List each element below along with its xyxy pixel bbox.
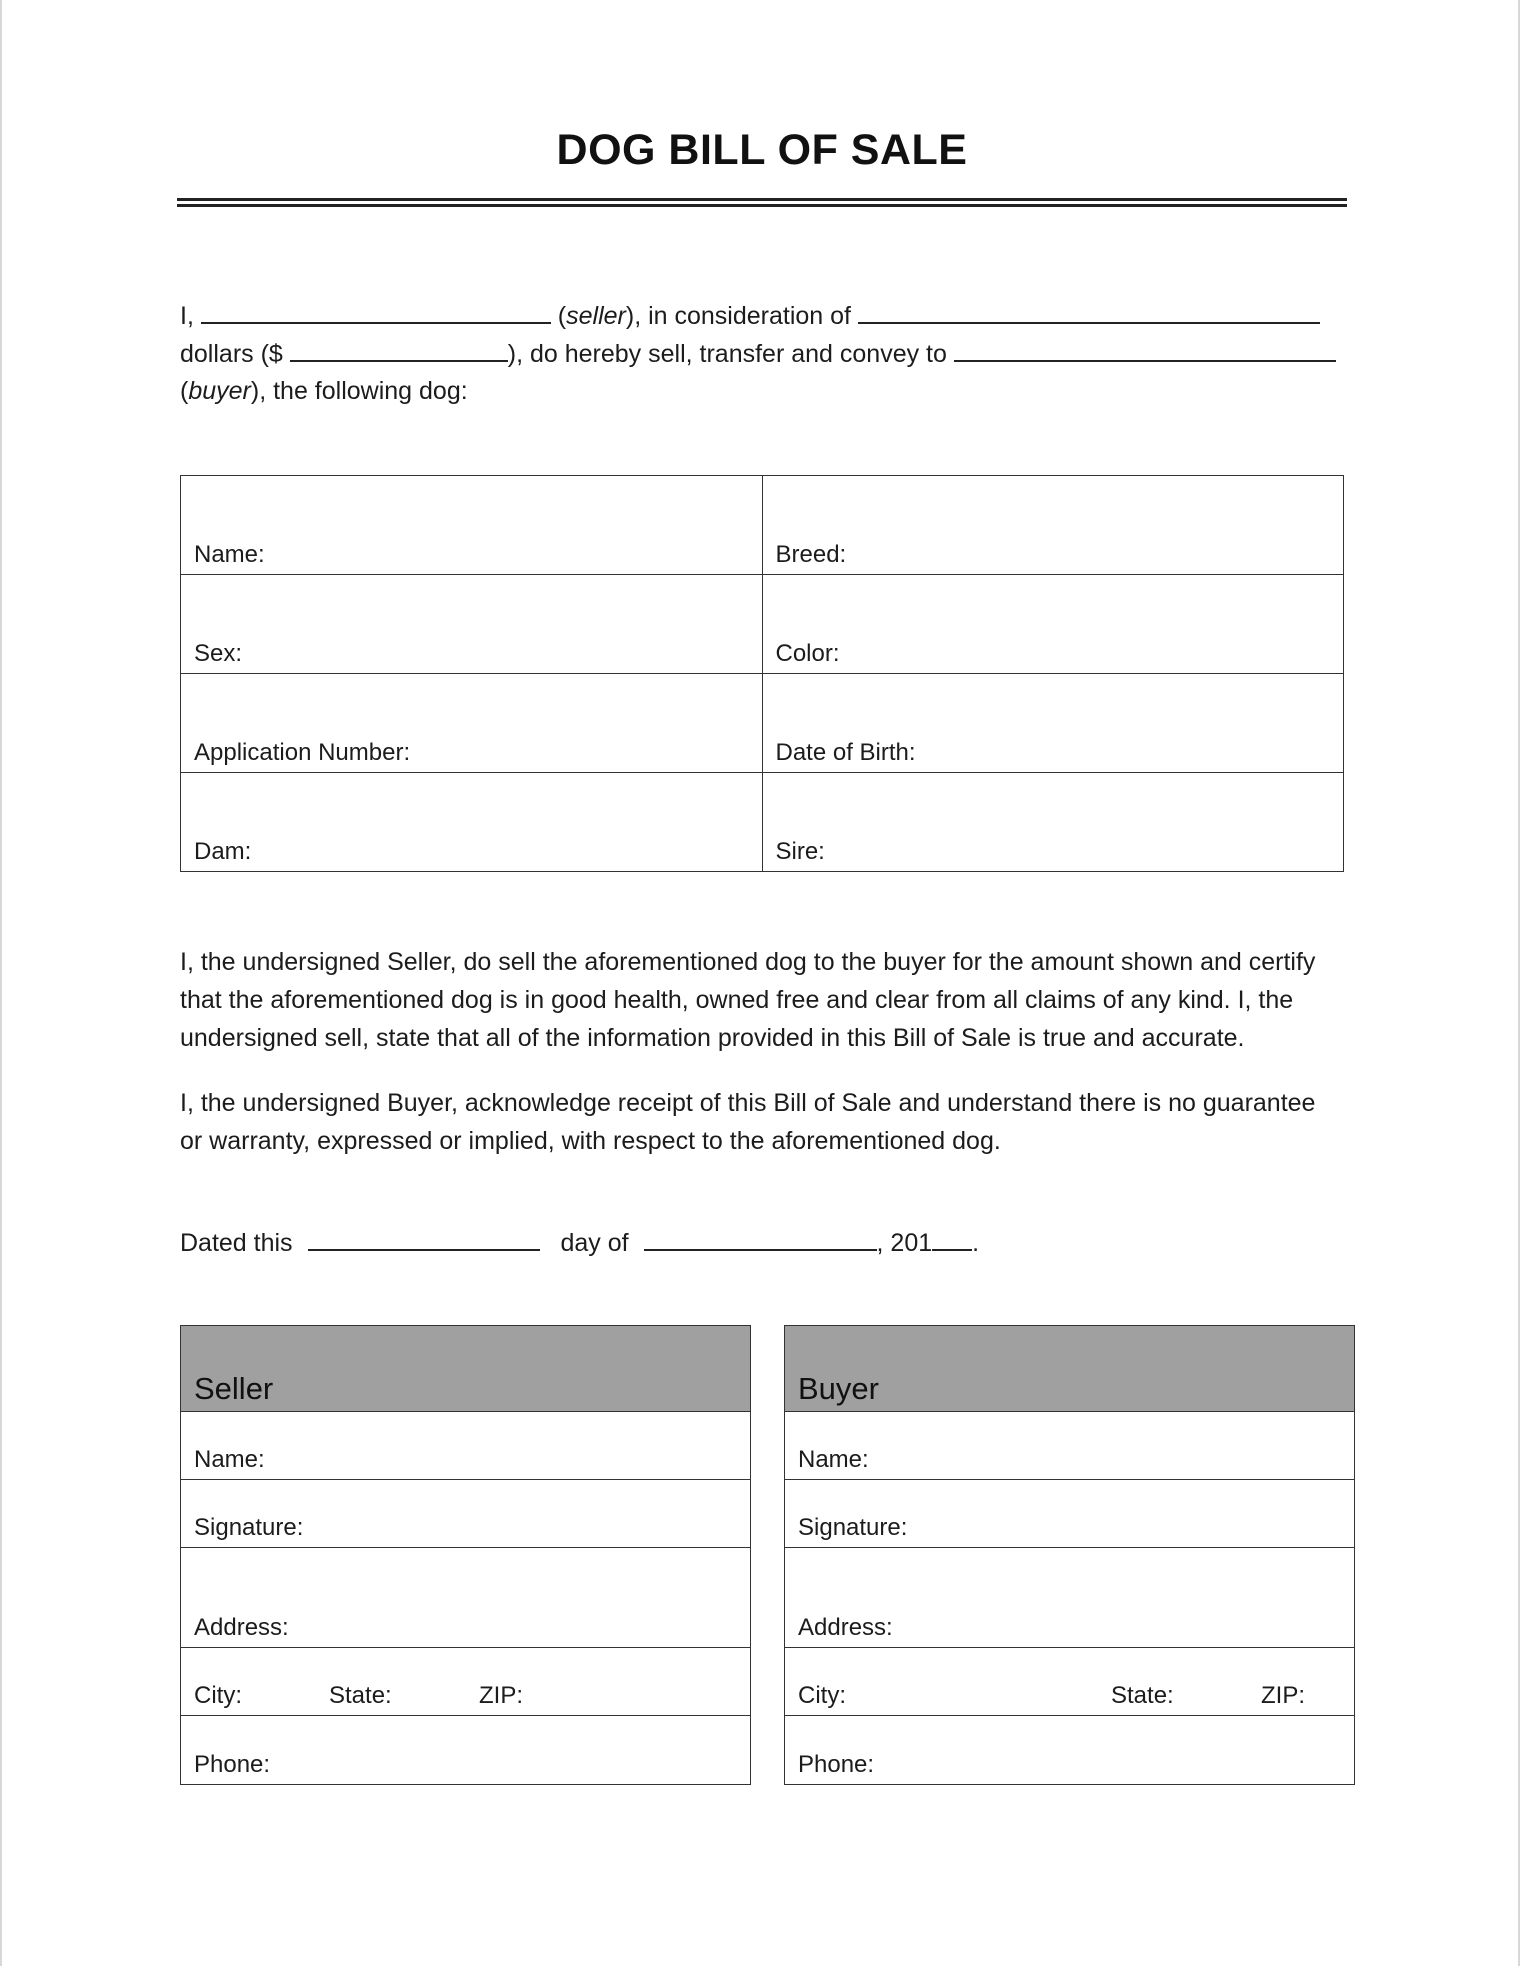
buyer-box bbox=[784, 1325, 1355, 1785]
intro-text: ), in consideration of bbox=[625, 302, 858, 330]
field-label: Name: bbox=[798, 1446, 869, 1473]
intro-text: I, bbox=[180, 302, 201, 330]
buyer-city-state-zip-field[interactable] bbox=[785, 1648, 1354, 1716]
seller-statement-line: I, the undersigned Seller, do sell the aforementioned dog to the buyer for the amount shown and certify bbox=[180, 948, 1316, 976]
field-label: Address: bbox=[194, 1614, 289, 1641]
intro-text: ), do hereby sell, transfer and convey to bbox=[507, 340, 954, 368]
table-row bbox=[181, 674, 1344, 773]
title-rule-top bbox=[177, 198, 1347, 201]
intro-text: ), the following dog: bbox=[250, 377, 468, 405]
consideration-blank[interactable] bbox=[858, 296, 1320, 324]
field-label: ZIP: bbox=[479, 1682, 524, 1709]
dated-period: . bbox=[972, 1229, 980, 1257]
month-blank[interactable] bbox=[644, 1223, 877, 1251]
buyer-name-blank[interactable] bbox=[954, 334, 1336, 362]
field-label: City: bbox=[798, 1682, 846, 1709]
seller-name-blank[interactable] bbox=[201, 296, 551, 324]
buyer-statement-line: or warranty, expressed or implied, with respect to the aforementioned dog. bbox=[180, 1127, 1001, 1155]
title-rule-bottom bbox=[177, 204, 1347, 207]
dog-color-field[interactable]: Color: bbox=[762, 575, 1344, 674]
field-label: ZIP: bbox=[1261, 1682, 1306, 1709]
intro-text: dollars ($ bbox=[180, 340, 290, 368]
intro-line-2 bbox=[180, 334, 1336, 373]
dog-sex-field[interactable]: Sex: bbox=[181, 575, 763, 674]
document-title: DOG BILL OF SALE bbox=[556, 126, 968, 174]
seller-statement-line: undersigned sell, state that all of the information provided in this Bill of Sale is true and accurate. bbox=[180, 1024, 1245, 1052]
year-prefix: , 201 bbox=[876, 1229, 933, 1257]
field-label: State: bbox=[329, 1682, 392, 1709]
field-label: Address: bbox=[798, 1614, 893, 1641]
field-label: Name: bbox=[194, 1446, 265, 1473]
buyer-name-field[interactable] bbox=[785, 1412, 1354, 1480]
field-label: Signature: bbox=[194, 1514, 304, 1541]
seller-box bbox=[180, 1325, 751, 1785]
seller-city-state-zip-field[interactable] bbox=[181, 1648, 750, 1716]
seller-address-field[interactable] bbox=[181, 1548, 750, 1648]
intro-line-1: I, (seller), in consideration of bbox=[180, 296, 1320, 335]
day-blank[interactable] bbox=[308, 1223, 540, 1251]
dated-label: Dated this bbox=[180, 1229, 293, 1257]
day-of-label: day of bbox=[560, 1229, 629, 1257]
buyer-address-field[interactable] bbox=[785, 1548, 1354, 1648]
sire-field[interactable]: Sire: bbox=[762, 773, 1344, 872]
field-label: Phone: bbox=[194, 1751, 271, 1778]
dog-name-field[interactable]: Name: bbox=[181, 476, 763, 575]
field-label: State: bbox=[1111, 1682, 1174, 1709]
seller-signature-field[interactable] bbox=[181, 1480, 750, 1548]
seller-phone-field[interactable] bbox=[181, 1716, 750, 1784]
seller-role-label: seller bbox=[566, 302, 626, 330]
amount-blank[interactable] bbox=[290, 334, 508, 362]
dam-field[interactable]: Dam: bbox=[181, 773, 763, 872]
field-label: City: bbox=[194, 1682, 242, 1709]
dated-line bbox=[180, 1223, 979, 1262]
dog-breed-field[interactable]: Breed: bbox=[762, 476, 1344, 575]
seller-name-field[interactable] bbox=[181, 1412, 750, 1480]
table-row bbox=[181, 575, 1344, 674]
year-blank[interactable] bbox=[932, 1223, 972, 1251]
application-number-field[interactable]: Application Number: bbox=[181, 674, 763, 773]
buyer-phone-field[interactable] bbox=[785, 1716, 1354, 1784]
buyer-statement-line: I, the undersigned Buyer, acknowledge receipt of this Bill of Sale and understand there is no guarantee bbox=[180, 1089, 1316, 1117]
buyer-role-label: buyer bbox=[188, 377, 251, 405]
table-row bbox=[181, 476, 1344, 575]
intro-line-3: (buyer), the following dog: bbox=[180, 377, 468, 405]
buyer-box-header bbox=[785, 1326, 1354, 1412]
date-of-birth-field[interactable]: Date of Birth: bbox=[762, 674, 1344, 773]
buyer-signature-field[interactable] bbox=[785, 1480, 1354, 1548]
seller-box-title: Seller bbox=[194, 1371, 274, 1406]
dog-info-table bbox=[180, 475, 1344, 872]
seller-statement-line: that the aforementioned dog is in good health, owned free and clear from all claims of any kind. I, the bbox=[180, 986, 1294, 1014]
field-label: Signature: bbox=[798, 1514, 908, 1541]
seller-box-header bbox=[181, 1326, 750, 1412]
buyer-box-title: Buyer bbox=[798, 1371, 879, 1406]
table-row bbox=[181, 773, 1344, 872]
field-label: Phone: bbox=[798, 1751, 875, 1778]
